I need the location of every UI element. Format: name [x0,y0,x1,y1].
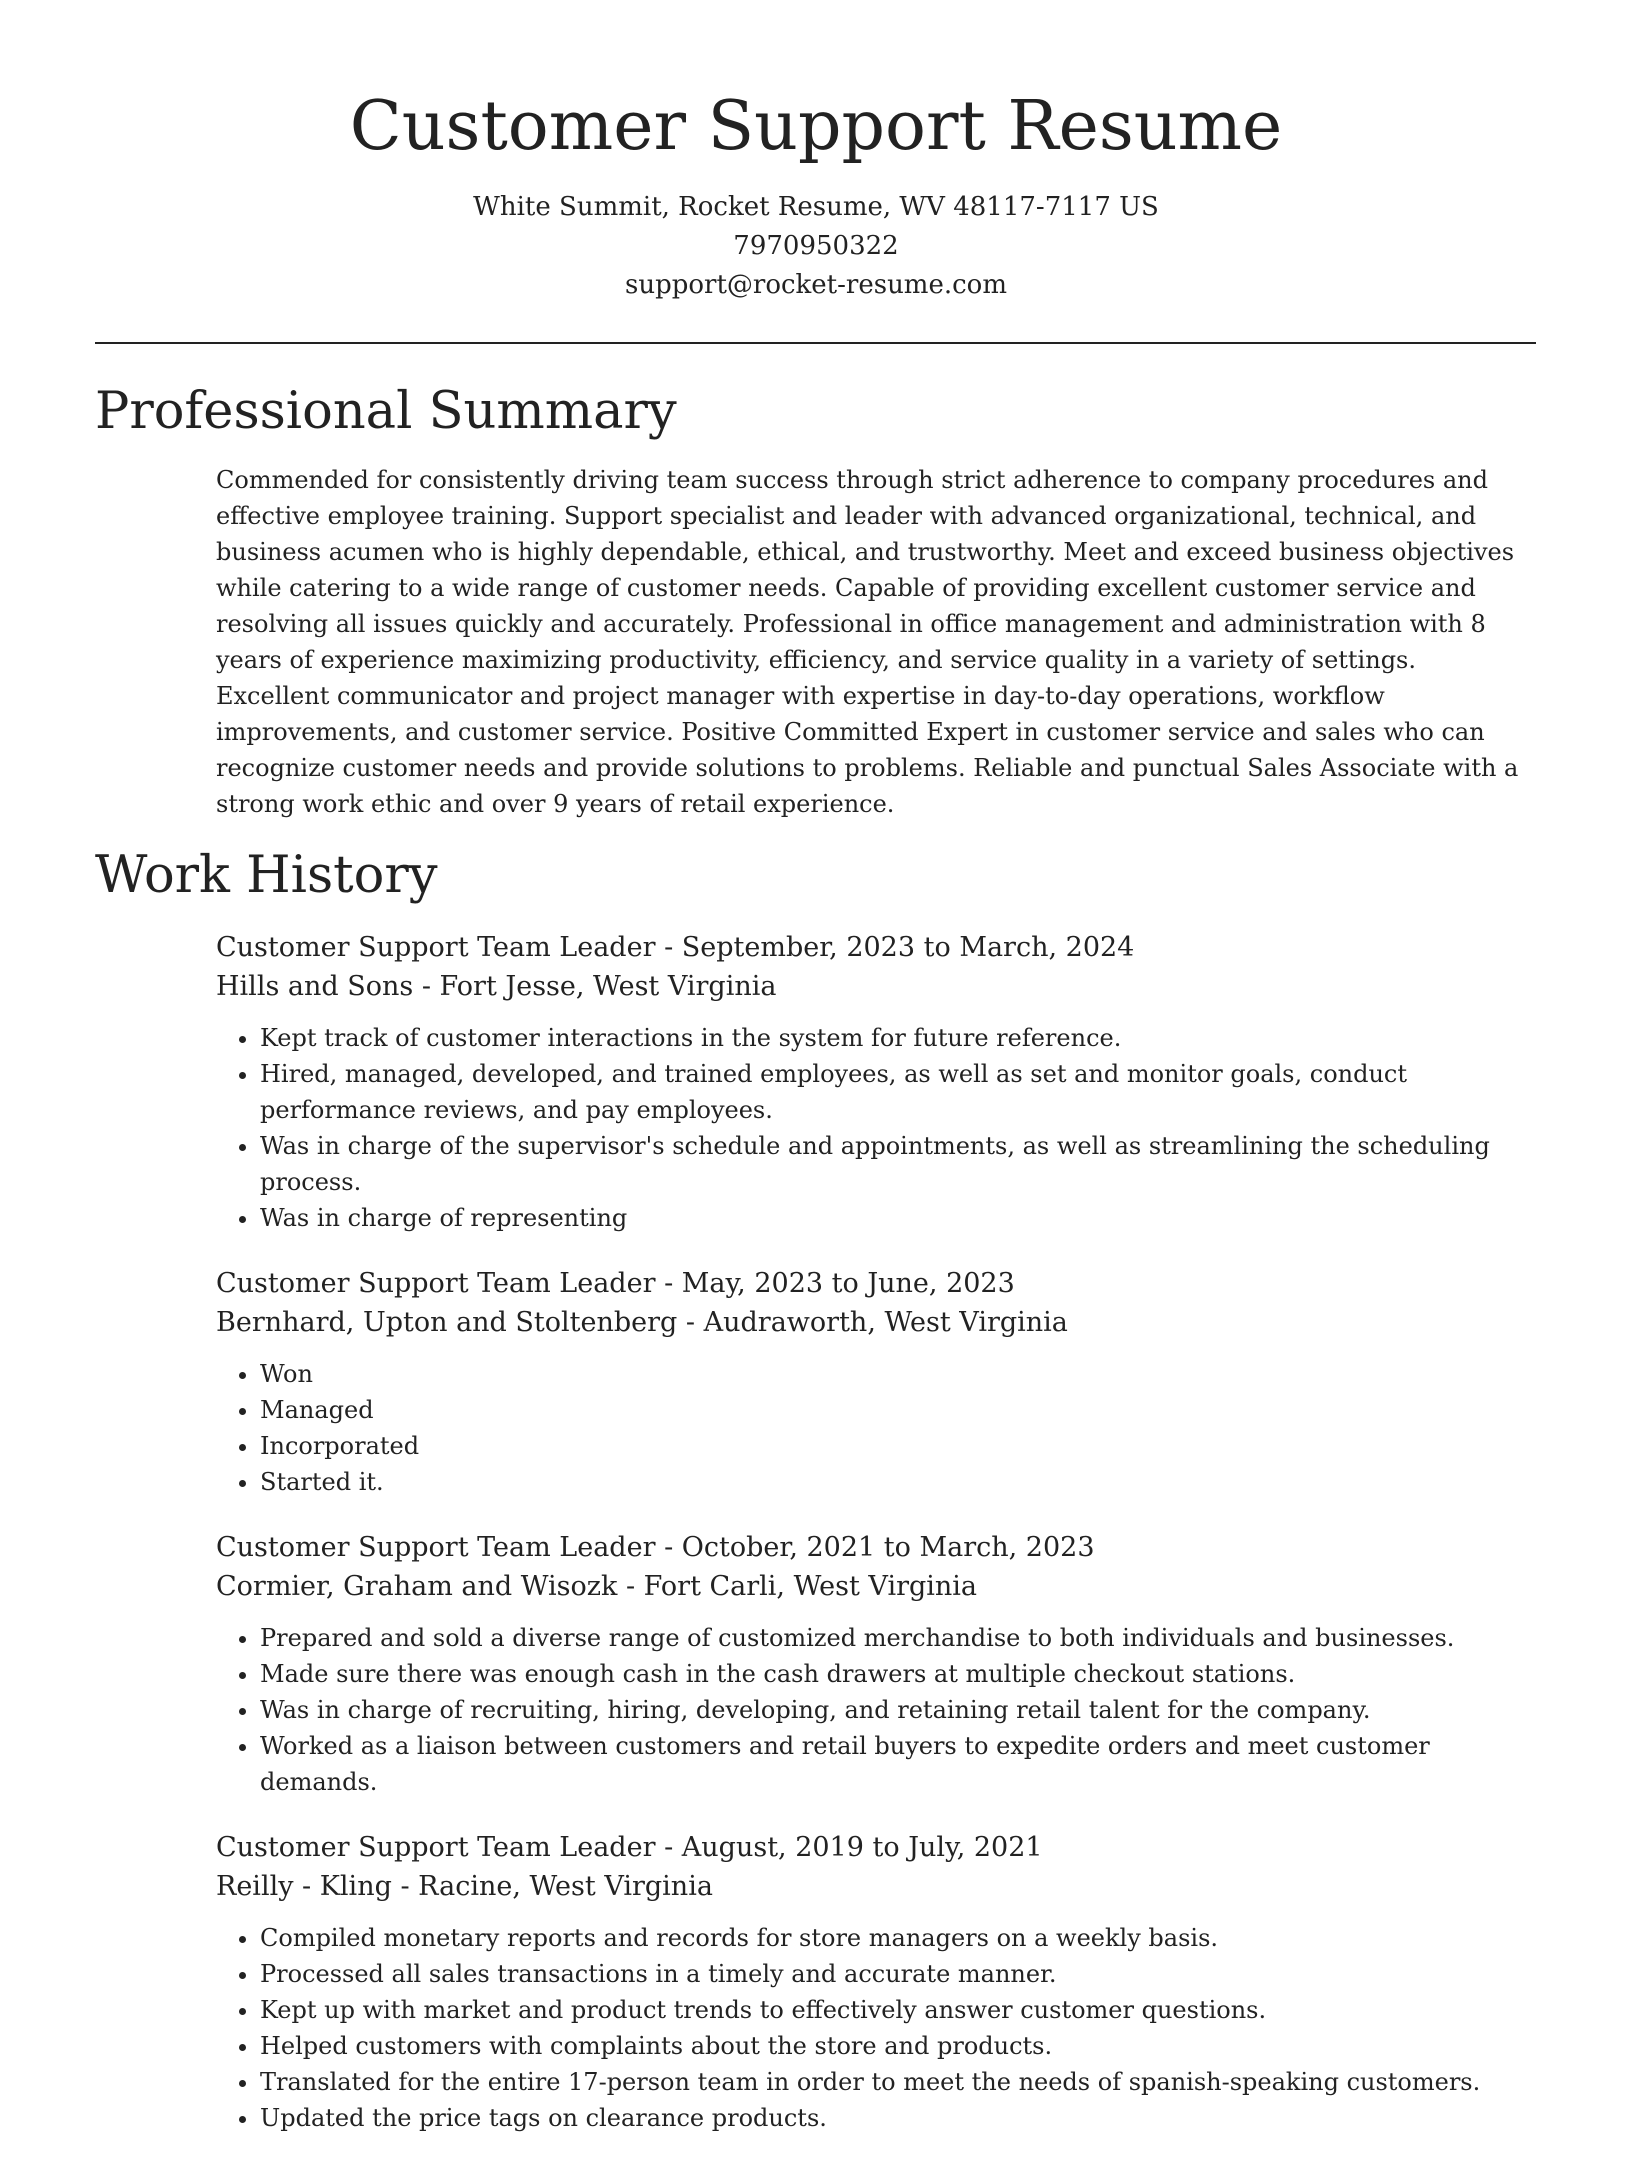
job-bullet: • Was in charge of recruiting, hiring, developing, and retaining retail talent for the company. [260,1692,1536,1728]
job-bullet: • Incorporated [260,1428,1536,1464]
job-bullet: • Managed [260,1392,1536,1428]
job-company: Reilly - Kling [216,1871,392,1902]
job-entry [216,1828,1536,2136]
job-bullet: • Was in charge of representing [260,1200,1536,1236]
resume-title: Customer Support Resume [349,87,1283,166]
summary-heading: Professional Summary [95,382,677,441]
job-company: Bernhard, Upton and Stoltenberg [216,1307,678,1338]
job-bullet: • Updated the price tags on clearance products. [260,2100,1536,2136]
job-dates: - October, 2021 to March, 2023 [655,1532,1095,1563]
job-title-line [216,1828,1536,1867]
job-role: Customer Support Team Leader [216,1268,656,1299]
job-location: - Audraworth, West Virginia [677,1307,1068,1338]
job-bullet: • Was in charge of the supervisor's schedule and appointments, as well as streamlining the scheduling process. [260,1128,1536,1200]
job-bullet: • Prepared and sold a diverse range of customized merchandise to both individuals and businesses. [260,1620,1536,1656]
work-history-list [216,928,1536,2164]
job-bullet: • Made sure there was enough cash in the cash drawers at multiple checkout stations. [260,1656,1536,1692]
job-dates: - May, 2023 to June, 2023 [655,1268,1015,1299]
job-role: Customer Support Team Leader [216,1532,656,1563]
contact-block [0,188,1632,305]
job-location: - Fort Jesse, West Virginia [413,971,777,1002]
summary-text: Commended for consistently driving team success through strict adherence to company procedures and effective employee training. Support specialist and leader with advanced organizational, technical, and business acumen who is highly dependable, ethical, and trustworthy. Meet and exceed business objectives while catering to a wide range of customer needs. Capable of providing excellent customer service and resolving all issues quickly and accurately. Professional in office management and administration with 8 years of experience maximizing productivity, efficiency, and service quality in a variety of settings. Excellent communicator and project manager with expertise in day-to-day operations, workflow improvements, and customer service. Positive Committed Expert in customer service and sales who can recognize customer needs and provide solutions to problems. Reliable and punctual Sales Associate with a strong work ethic and over 9 years of retail experience. [216,466,1519,818]
header-divider [95,342,1536,344]
job-bullets [216,1620,1536,1800]
job-title-line [216,1264,1536,1303]
job-bullet: • Kept track of customer interactions in the system for future reference. [260,1020,1536,1056]
job-company-line [216,967,1536,1006]
job-entry [216,1264,1536,1500]
job-bullet: • Translated for the entire 17-person team in order to meet the needs of spanish-speaking customers. [260,2064,1536,2100]
contact-phone: 7970950322 [733,231,899,261]
job-company: Hills and Sons [216,971,414,1002]
job-title-line [216,1528,1536,1567]
job-entry [216,928,1536,1236]
job-dates: - September, 2023 to March, 2024 [655,932,1135,963]
job-bullet: • Kept up with market and product trends to effectively answer customer questions. [260,1992,1536,2028]
resume-header [0,84,1632,305]
job-bullets [216,1356,1536,1500]
contact-address: White Summit, Rocket Resume, WV 48117-7117 US [473,192,1159,222]
job-company-line [216,1867,1536,1906]
job-location: - Fort Carli, West Virginia [617,1571,978,1602]
job-entry [216,1528,1536,1800]
job-bullet: • Worked as a liaison between customers and retail buyers to expedite orders and meet customer demands. [260,1728,1536,1800]
job-bullet: • Won [260,1356,1536,1392]
job-bullet: • Compiled monetary reports and records for store managers on a weekly basis. [260,1920,1536,1956]
job-company-line [216,1567,1536,1606]
job-role: Customer Support Team Leader [216,1832,656,1863]
job-bullets [216,1920,1536,2136]
job-bullet: • Processed all sales transactions in a timely and accurate manner. [260,1956,1536,1992]
job-role: Customer Support Team Leader [216,932,656,963]
job-bullets [216,1020,1536,1236]
job-bullet: • Helped customers with complaints about the store and products. [260,2028,1536,2064]
job-title-line [216,928,1536,967]
job-bullet: • Hired, managed, developed, and trained employees, as well as set and monitor goals, conduct performance reviews, and pay employees. [260,1056,1536,1128]
job-company-line [216,1303,1536,1342]
job-dates: - August, 2019 to July, 2021 [655,1832,1043,1863]
work-history-heading: Work History [95,846,438,905]
job-bullet: • Started it. [260,1464,1536,1500]
job-location: - Racine, West Virginia [391,1871,713,1902]
job-company: Cormier, Graham and Wisozk [216,1571,618,1602]
contact-email: support@rocket-resume.com [624,270,1007,300]
